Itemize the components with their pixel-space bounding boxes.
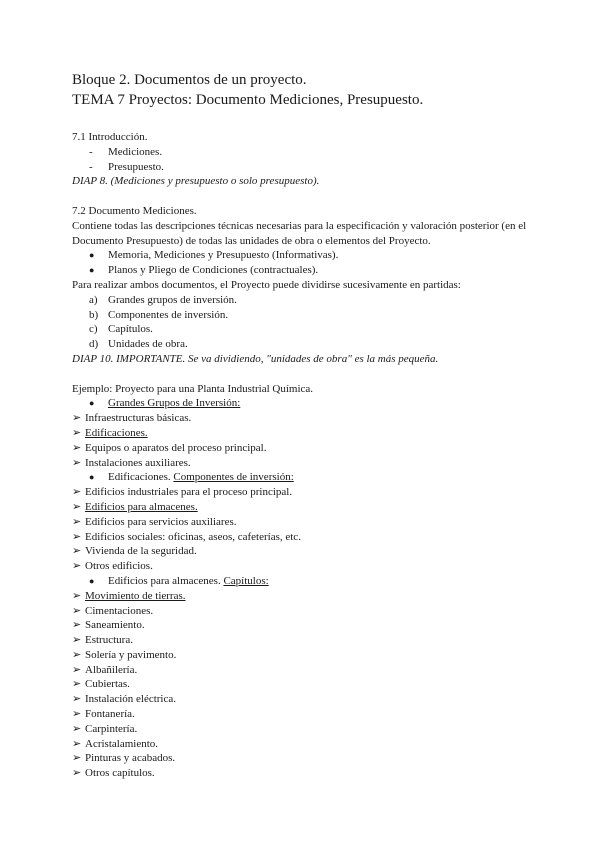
list-item: ➢ Fontanería. (72, 708, 135, 721)
list-item: ● Planos y Pliego de Condiciones (contractuales). (89, 264, 319, 277)
list-item: ➢ Carpintería. (72, 722, 138, 735)
arrow-marker: ➢ (72, 500, 82, 513)
list-item: ➢ Cubiertas. (72, 678, 130, 691)
list-item: ➢ Cimentaciones. (72, 604, 154, 617)
list-item: ➢ Edificios para almacenes. (72, 500, 198, 513)
list-item: ➢ Albañilería. (72, 663, 138, 676)
bullet-marker: ● (89, 250, 95, 261)
list-item: b) Componentes de inversión. (89, 308, 229, 321)
arrow-marker: ➢ (72, 678, 82, 691)
list-item: ➢ Saneamiento. (72, 619, 145, 632)
dash-marker: - (89, 145, 93, 158)
list-item: ➢ Vivienda de la seguridad. (72, 545, 197, 558)
list-item: ➢ Solería y pavimento. (72, 648, 177, 661)
list-item: ➢ Edificaciones. (72, 426, 148, 439)
bullet-marker: ● (89, 472, 95, 483)
list-item: d) Unidades de obra. (89, 338, 188, 351)
list-item: ➢ Otros edificios. (72, 560, 153, 573)
arrow-marker: ➢ (72, 412, 82, 425)
list-item: ➢ Edificios para servicios auxiliares. (72, 515, 237, 528)
list-item: - Mediciones. (89, 145, 163, 158)
arrow-marker: ➢ (72, 648, 82, 661)
example-intro: Ejemplo: Proyecto para una Planta Industrial Química. (72, 382, 314, 395)
section-heading-introduccion: 7.1 Introducción. (72, 131, 148, 143)
arrow-marker: ➢ (72, 560, 82, 573)
arrow-marker: ➢ (72, 693, 82, 706)
list-item: c) Capítulos. (89, 323, 153, 336)
list-item: ➢ Infraestructuras básicas. (72, 412, 192, 425)
list-item: - Presupuesto. (89, 160, 164, 173)
topic-title: TEMA 7 Proyectos: Documento Mediciones, Presupuesto. (72, 92, 424, 108)
list-item: ➢ Instalación eléctrica. (72, 693, 177, 706)
arrow-marker: ➢ (72, 441, 82, 454)
list-item: ➢ Edificios sociales: oficinas, aseos, cafeterías, etc. (72, 530, 301, 543)
arrow-marker: ➢ (72, 663, 82, 676)
bullet-marker: ● (89, 575, 95, 586)
dash-marker: - (89, 160, 93, 173)
section-heading-mediciones: 7.2 Documento Mediciones. (72, 204, 197, 217)
paragraph: Para realizar ambos documentos, el Proyecto puede dividirse sucesivamente en partidas: (72, 278, 461, 291)
diap-note: DIAP 8. (Mediciones y presupuesto o solo presupuesto). (72, 175, 320, 188)
list-item: a) Grandes grupos de inversión. (89, 293, 237, 306)
subsection-heading: ● Grandes Grupos de Inversión: (89, 397, 241, 410)
arrow-marker: ➢ (72, 737, 82, 750)
arrow-marker: ➢ (72, 545, 82, 558)
list-item: ➢ Otros capítulos. (72, 767, 155, 780)
arrow-marker: ➢ (72, 752, 82, 765)
arrow-marker: ➢ (72, 722, 82, 735)
arrow-marker: ➢ (72, 486, 82, 499)
arrow-marker: ➢ (72, 619, 82, 632)
arrow-marker: ➢ (72, 589, 82, 602)
bullet-marker: ● (89, 265, 95, 276)
arrow-marker: ➢ (72, 708, 82, 721)
arrow-marker: ➢ (72, 530, 82, 543)
paragraph: Contiene todas las descripciones técnicas necesarias para la especificación y valoración posterior (en el Documento Presupuesto) de todas las unidades de obra o elementos del Proyecto. (72, 219, 527, 247)
arrow-marker: ➢ (72, 604, 82, 617)
list-item: ➢ Instalaciones auxiliares. (72, 456, 191, 469)
list-item: ➢ Pinturas y acabados. (72, 752, 176, 765)
list-item: ➢ Estructura. (72, 634, 133, 647)
diap-note: DIAP 10. IMPORTANTE. Se va dividiendo, "unidades de obra" es la más pequeña. (72, 352, 439, 365)
list-item: ➢ Acristalamiento. (72, 737, 159, 750)
subsection-heading: ● Edificios para almacenes. Capítulos: (89, 574, 269, 587)
list-item: ➢ Edificios industriales para el proceso principal. (72, 486, 293, 499)
list-item: ➢ Movimiento de tierras. (72, 589, 186, 602)
subsection-heading: ● Edificaciones. Componentes de inversión: (89, 471, 294, 484)
arrow-marker: ➢ (72, 456, 82, 469)
document-page (72, 70, 532, 781)
block-title: Bloque 2. Documentos de un proyecto. (72, 72, 307, 88)
arrow-marker: ➢ (72, 515, 82, 528)
list-item: ● Memoria, Mediciones y Presupuesto (Informativas). (89, 249, 339, 262)
bullet-marker: ● (89, 398, 95, 409)
arrow-marker: ➢ (72, 767, 82, 780)
arrow-marker: ➢ (72, 634, 82, 647)
list-item: ➢ Equipos o aparatos del proceso principal. (72, 441, 267, 454)
arrow-marker: ➢ (72, 426, 82, 439)
